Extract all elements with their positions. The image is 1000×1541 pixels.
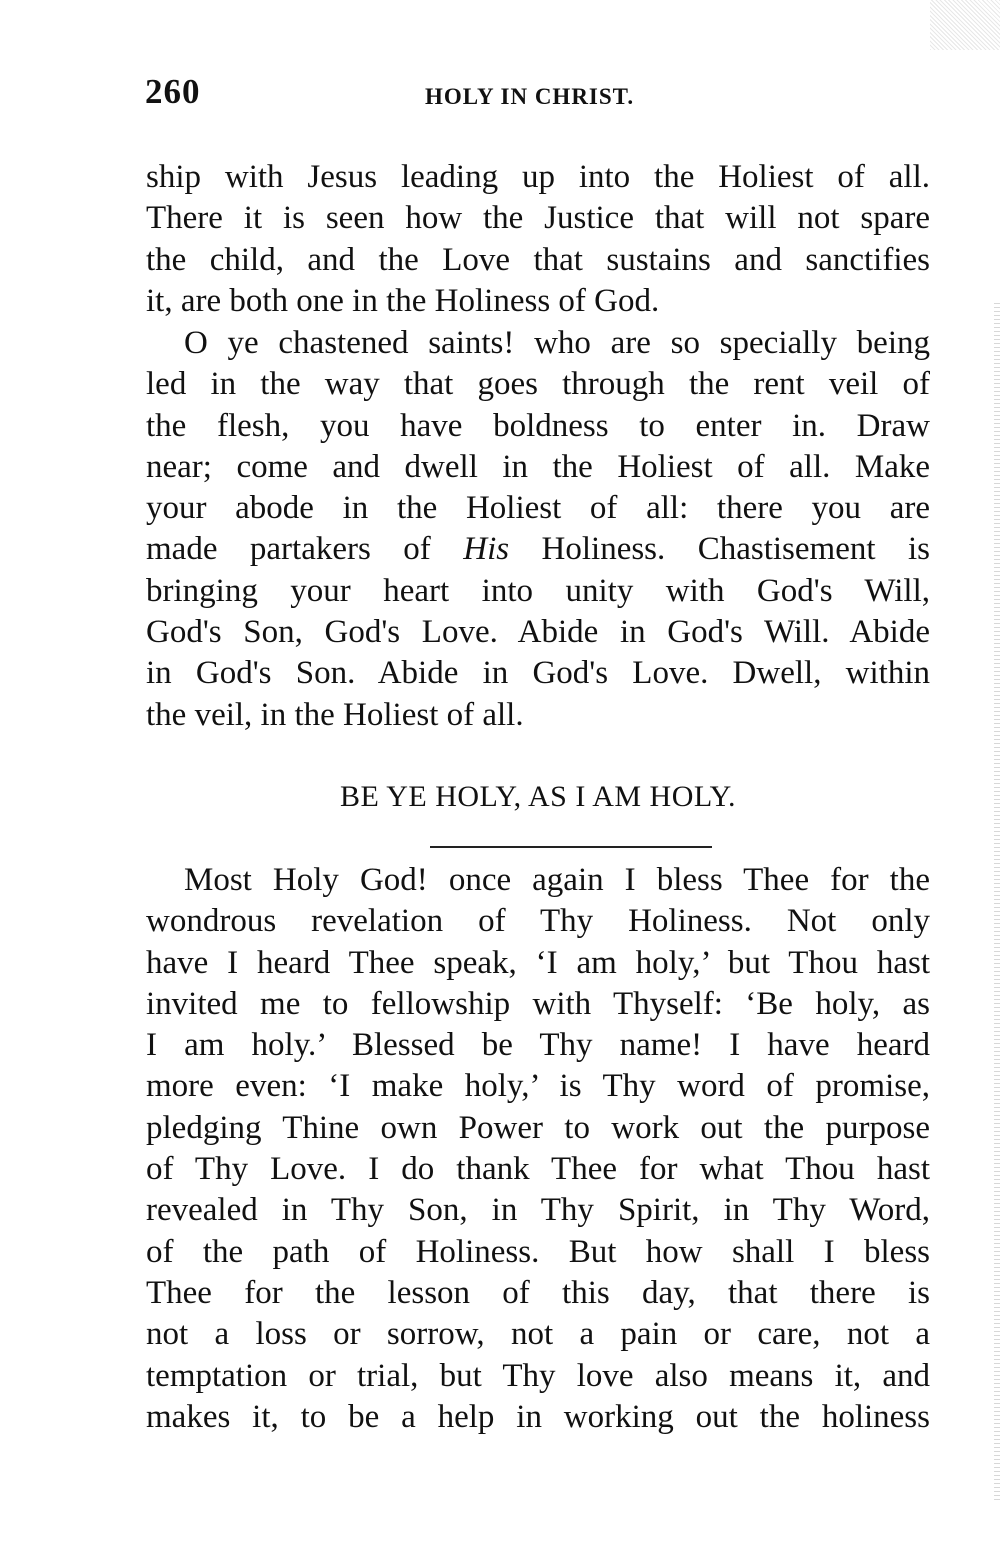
text-line: the flesh, you have boldness to enter in. Draw <box>146 407 930 444</box>
text-line: of the path of Holiness. But how shall I bless <box>146 1233 930 1270</box>
paragraph-continuation <box>146 157 930 322</box>
text-line: it, are both one in the Holiness of God. <box>146 282 660 319</box>
text-line: have I heard Thee speak, ‘I am holy,’ but Thou hast <box>146 944 930 981</box>
page-header <box>145 72 930 122</box>
text-line: pledging Thine own Power to work out the purpose <box>146 1109 930 1146</box>
text-line: the child, and the Love that sustains and sanctifies <box>146 241 930 278</box>
text-line: near; come and dwell in the Holiest of all. Make <box>146 448 930 485</box>
page-number: 260 <box>145 72 201 111</box>
prayer-paragraph <box>146 860 930 1438</box>
text-line: O ye chastened saints! who are so specially being <box>184 325 930 361</box>
text-line: There it is seen how the Justice that will not spare <box>146 200 930 237</box>
text-line: of Thy Love. I do thank Thee for what Thou hast <box>146 1151 930 1188</box>
text-line: not a loss or sorrow, not a pain or care, not a <box>146 1316 930 1353</box>
text-line: in God's Son. Abide in God's Love. Dwell, within <box>146 655 930 692</box>
text-line: led in the way that goes through the rent veil of <box>146 366 930 403</box>
text-line-with-italic <box>146 529 930 570</box>
text-line: ship with Jesus leading up into the Holiest of all. <box>146 159 930 195</box>
text-line: makes it, to be a help in working out the holiness <box>146 1398 930 1435</box>
text-segment: Holiness. Chastisement is <box>509 531 930 568</box>
text-line: bringing your heart into unity with God's Will, <box>146 572 930 609</box>
text-line: I am holy.’ Blessed be Thy name! I have heard <box>146 1027 930 1064</box>
text-line: revealed in Thy Son, in Thy Spirit, in Thy Word, <box>146 1192 930 1229</box>
text-line: more even: ‘I make holy,’ is Thy word of promise, <box>146 1068 930 1105</box>
italic-word: His <box>463 531 510 568</box>
text-line: your abode in the Holiest of all: there you are <box>146 490 930 527</box>
text-line: Most Holy God! once again I bless Thee for the <box>184 862 930 898</box>
text-segment: made partakers of <box>146 531 464 568</box>
divider-rule <box>430 846 712 848</box>
text-line: invited me to fellowship with Thyself: ‘Be holy, as <box>146 985 930 1022</box>
text-line: temptation or trial, but Thy love also means it, and <box>146 1357 930 1394</box>
paragraph-exhortation <box>146 323 930 736</box>
running-title: HOLY IN CHRIST. <box>425 84 635 109</box>
text-line: the veil, in the Holiest of all. <box>146 696 524 733</box>
text-line: God's Son, God's Love. Abide in God's Will. Abide <box>146 614 930 651</box>
scan-edge <box>994 300 1000 1500</box>
text-line: Thee for the lesson of this day, that there is <box>146 1274 930 1311</box>
scan-noise <box>930 0 1000 50</box>
section-heading: BE YE HOLY, AS I AM HOLY. <box>340 780 736 813</box>
text-line: wondrous revelation of Thy Holiness. Not only <box>146 903 930 940</box>
